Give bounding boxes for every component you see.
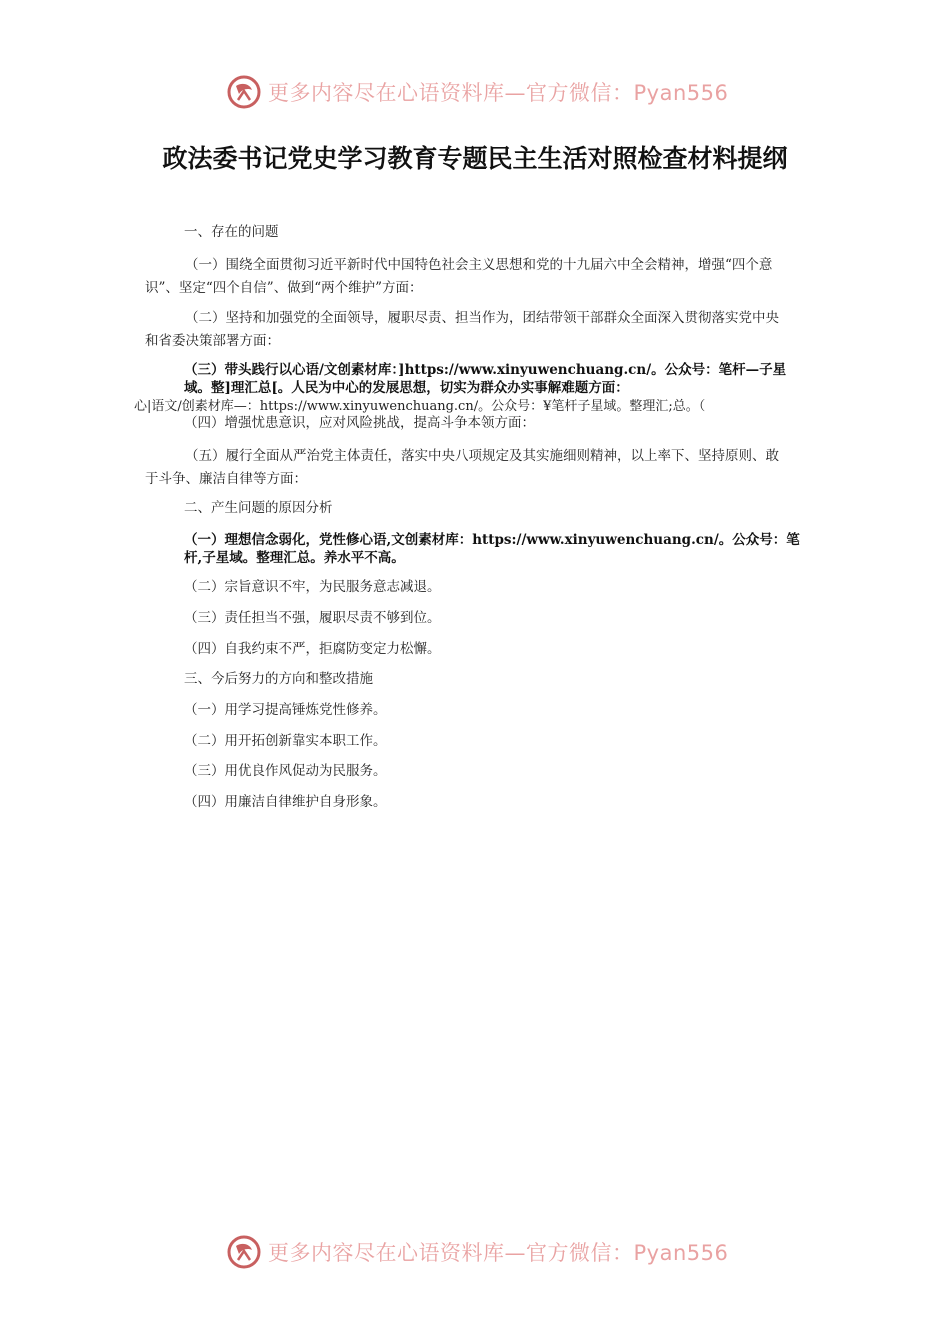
section-heading-3: 三、今后努力的方向和整改措施 [184, 671, 373, 687]
footer-banner [226, 1232, 728, 1272]
paragraph-s1-1: （一）围绕全面贯彻习近平新时代中国特色社会主义思想和党的十九届六中全会精神，增强“四个意识”、坚定“四个自信”、做到“两个维护”方面： [145, 257, 773, 296]
paragraph-s3-1: （一）用学习提高锤炼党性修养。 [184, 702, 387, 718]
paragraph-s2-3: （三）责任担当不强，履职尽责不够到位。 [184, 610, 441, 626]
paragraph-s1-2: （二）坚持和加强党的全面领导，履职尽责、担当作为，团结带领干部群众全面深入贯彻落实党中央和省委决策部署方面： [145, 310, 779, 349]
paragraph-s1-4: （四）增强忧患意识，应对风险挑战，提高斗争本领方面： [184, 415, 535, 431]
paragraph-s2-1: （一）理想信念弱化，党性修心语,文创素材库：https://www.xinyuwenchuang.cn/。公众号：笔杆,子星域。整理汇总。养水平不高。 [184, 532, 800, 566]
document-title: 政法委书记党史学习教育专题民主生活对照检查材料提纲 [162, 144, 788, 173]
paragraph-s2-2: （二）宗旨意识不牢，为民服务意志减退。 [184, 579, 441, 595]
paragraph-s3-4: （四）用廉洁自律维护自身形象。 [184, 794, 387, 810]
paragraph-s3-3: （三）用优良作风促动为民服务。 [184, 763, 387, 779]
banner-text: 更多内容尽在心语资料库—官方微信：Pyan556 [268, 1241, 729, 1265]
section-heading-1: 一、存在的问题 [184, 224, 279, 240]
header-banner [226, 72, 728, 112]
xinyu-logo-icon [226, 74, 262, 110]
paragraph-s1-3: （三）带头践行以心语/文创素材库：]https://www.xinyuwenchuang.cn/。公众号：笔杆—子星域。整]理汇总[。人民为中心的发展思想，切实为群众办实事解难题方面： [184, 362, 787, 396]
paragraph-s1-5: （五）履行全面从严治党主体责任，落实中央八项规定及其实施细则精神，以上率下、坚持原则、敢于斗争、廉洁自律等方面： [145, 448, 779, 487]
watermark-line: 心|语文/创素材库—：https://www.xinyuwenchuang.cn/。公众号：¥笔杆子星域。整理汇;总。（ [134, 399, 706, 414]
paragraph-s3-2: （二）用开拓创新靠实本职工作。 [184, 733, 387, 749]
banner-text: 更多内容尽在心语资料库—官方微信：Pyan556 [268, 81, 729, 105]
paragraph-s2-4: （四）自我约束不严，拒腐防变定力松懈。 [184, 641, 441, 657]
xinyu-logo-icon [226, 1234, 262, 1270]
section-heading-2: 二、产生问题的原因分析 [184, 500, 333, 516]
